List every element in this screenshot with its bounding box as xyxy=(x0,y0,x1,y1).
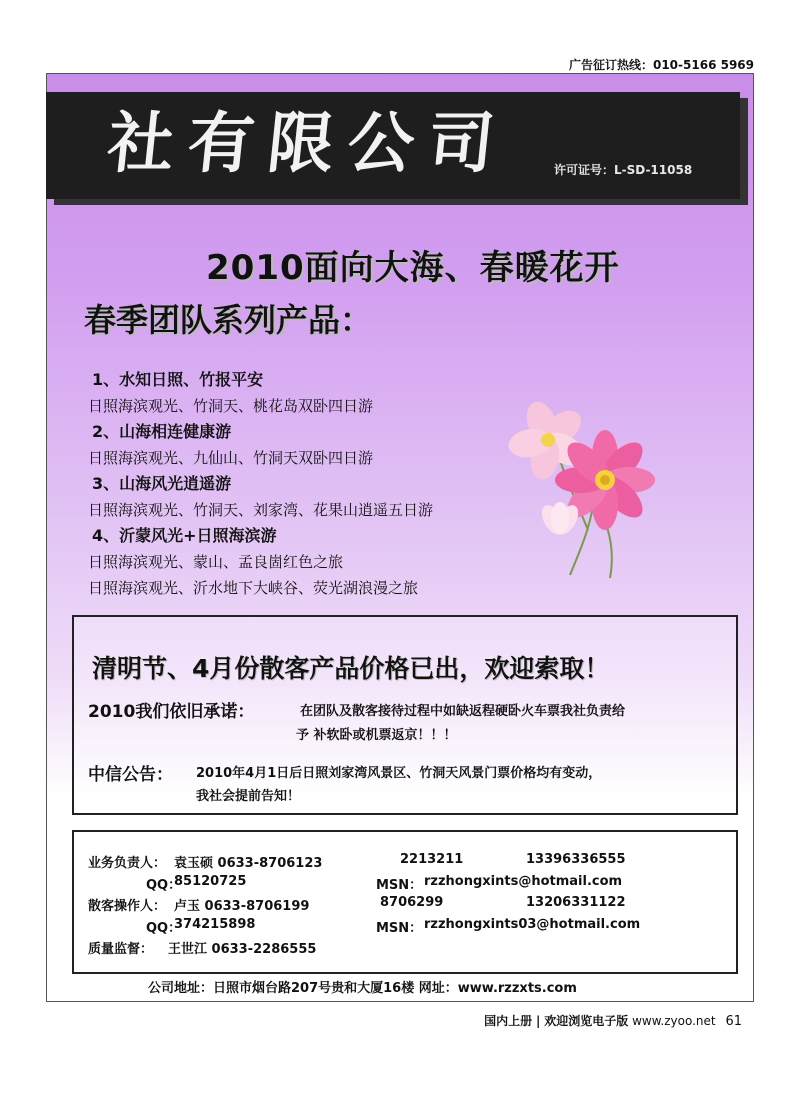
msn-label: MSN： xyxy=(376,921,423,936)
announcement-label: 中信公告： xyxy=(88,765,173,785)
operator-phone: 卢玉 0633-8706199 xyxy=(174,899,310,914)
product-desc: 日照海滨观光、竹洞天、桃花岛双卧四日游 xyxy=(88,397,374,415)
qq-number: 374215898 xyxy=(174,917,256,932)
company-address: 公司地址：日照市烟台路207号贵和大厦16楼 网址：www.rzzxts.com xyxy=(148,981,577,996)
product-list xyxy=(88,370,528,604)
product-title: 2、山海相连健康游 xyxy=(92,422,232,441)
product-title: 1、水知日照、竹报平安 xyxy=(92,370,264,389)
promise-label: 2010我们依旧承诺： xyxy=(88,702,255,722)
footer-separator: | xyxy=(536,1014,541,1028)
qq-number: 85120725 xyxy=(174,874,247,889)
operator-mobile: 13206331122 xyxy=(526,895,626,910)
subhead: 春季团队系列产品： xyxy=(84,301,373,339)
operator-label: 散客操作人： xyxy=(88,899,167,914)
cosmos-flower-image xyxy=(500,400,670,580)
promise-text: 予 补软卧或机票返京！！！ xyxy=(296,728,457,743)
announcement-text: 我社会提前告知！ xyxy=(196,789,301,804)
business-manager-phone: 袁玉硕 0633-8706123 xyxy=(174,856,323,871)
qq-label: QQ： xyxy=(146,921,182,936)
msn-address: rzzhongxints@hotmail.com xyxy=(424,874,623,889)
quality-supervisor-phone: 王世江 0633-2286555 xyxy=(168,942,317,957)
business-mobile: 13396336555 xyxy=(526,852,626,867)
announcement-text: 2010年4月1日后日照刘家湾风景区、竹洞天风景门票价格均有变动， xyxy=(196,766,602,781)
product-title: 3、山海风光逍遥游 xyxy=(92,474,232,493)
license-number: 许可证号：L-SD-11058 xyxy=(554,163,693,177)
promise-text: 在团队及散客接待过程中如缺返程硬卧火车票我社负责给 xyxy=(300,704,626,719)
company-name: 社有限公司 xyxy=(103,104,513,182)
notice-headline: 清明节、4月份散客产品价格已出，欢迎索取！ xyxy=(92,654,610,683)
msn-label: MSN： xyxy=(376,878,423,893)
headline: 2010面向大海、春暖花开 xyxy=(206,248,620,288)
product-title: 4、沂蒙风光+日照海滨游 xyxy=(92,526,277,545)
product-desc: 日照海滨观光、蒙山、孟良崮红色之旅 xyxy=(88,553,344,571)
contact-box xyxy=(72,830,738,974)
product-desc: 日照海滨观光、沂水地下大峡谷、荧光湖浪漫之旅 xyxy=(88,579,419,597)
product-desc: 日照海滨观光、九仙山、竹洞天双卧四日游 xyxy=(88,449,374,467)
msn-address: rzzhongxints03@hotmail.com xyxy=(424,917,641,932)
footer-volume: 国内上册 xyxy=(484,1014,533,1028)
page-footer xyxy=(484,1012,742,1029)
operator-phone-2: 8706299 xyxy=(380,895,444,910)
footer-site: www.zyoo.net xyxy=(632,1014,716,1028)
business-phone-2: 2213211 xyxy=(400,852,464,867)
footer-welcome: 欢迎浏览电子版 xyxy=(544,1014,629,1028)
notice-box xyxy=(72,615,738,815)
page-number: 61 xyxy=(725,1014,742,1029)
qq-label: QQ： xyxy=(146,878,182,893)
title-bar xyxy=(46,92,740,199)
ad-hotline: 广告征订热线：010-5166 5969 xyxy=(568,58,754,72)
quality-supervisor-label: 质量监督： xyxy=(88,942,154,957)
product-desc: 日照海滨观光、竹洞天、刘家湾、花果山逍遥五日游 xyxy=(88,501,434,519)
business-manager-label: 业务负责人： xyxy=(88,856,167,871)
